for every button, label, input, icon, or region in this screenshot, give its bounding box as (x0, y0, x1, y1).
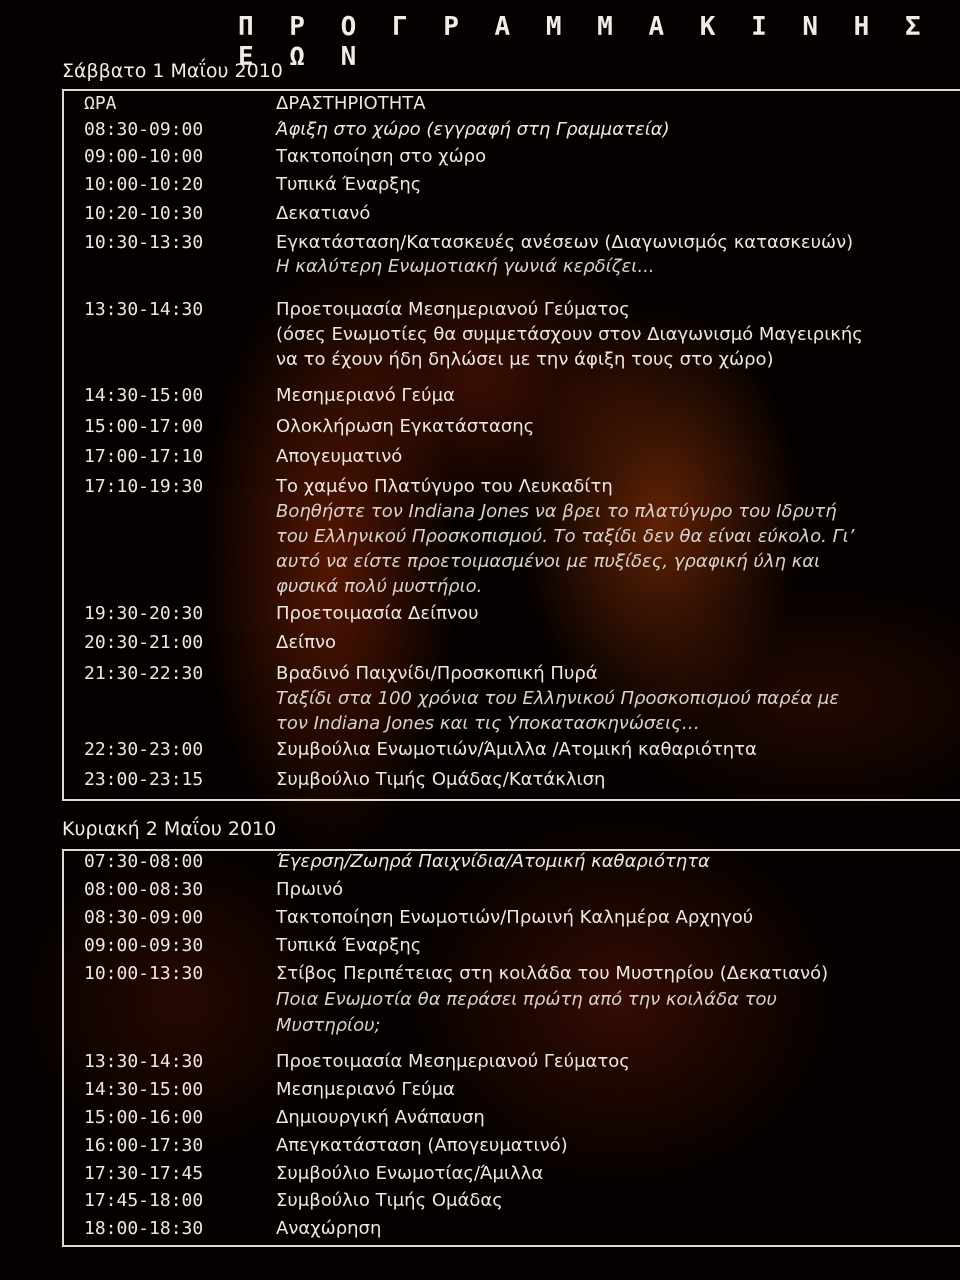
table-row (64, 663, 960, 734)
activity-cell: Δεκατιανό (276, 203, 371, 224)
time-cell: 07:30-08:00 (84, 851, 204, 872)
table-row (64, 879, 960, 905)
header-time: ΩΡΑ (84, 93, 117, 114)
time-cell: 13:30-14:30 (84, 1051, 204, 1072)
saturday-label: Σάββατο 1 Μαΐου 2010 (62, 60, 283, 82)
activity-cell: Προετοιμασία Μεσημεριανού Γεύματος (276, 299, 630, 320)
activity-note: Βοηθήστε τον Indiana Jones να βρει το πλατύγυρο του Ιδρυτή (276, 501, 837, 522)
time-cell: 22:30-23:00 (84, 739, 204, 760)
time-cell: 13:30-14:30 (84, 299, 204, 320)
activity-note: Ταξίδι στα 100 χρόνια του Ελληνικού Προσκοπισμού παρέα με (276, 688, 840, 709)
table-row (64, 1190, 960, 1216)
time-cell: 17:00-17:10 (84, 446, 204, 467)
header-activity: ΔΡΑΣΤΗΡΙΟΤΗΤΑ (276, 93, 426, 114)
table-row (64, 416, 960, 442)
table-row (64, 739, 960, 765)
activity-cell: Βραδινό Παιχνίδι/Προσκοπική Πυρά (276, 663, 598, 684)
sunday-table (62, 849, 960, 1247)
time-cell: 18:00-18:30 (84, 1218, 204, 1239)
time-cell: 15:00-17:00 (84, 416, 204, 437)
table-row (64, 851, 960, 877)
activity-note: Η καλύτερη Ενωμοτιακή γωνιά κερδίζει... (276, 256, 655, 277)
activity-cell: Απεγκατάσταση (Απογευματινό) (276, 1135, 568, 1156)
table-header (64, 93, 960, 119)
activity-cell: Συμβούλιο Τιμής Ομάδας/Κατάκλιση (276, 769, 606, 790)
table-row (64, 203, 960, 229)
activity-cell: Έγερση/Ζωηρά Παιχνίδια/Ατομική καθαριότητα (276, 851, 710, 872)
activity-cell: Προετοιμασία Δείπνου (276, 603, 479, 624)
table-row (64, 1079, 960, 1105)
time-cell: 17:30-17:45 (84, 1163, 204, 1184)
activity-cell: Εγκατάσταση/Κατασκευές ανέσεων (Διαγωνισμός κατασκευών) (276, 232, 854, 253)
activity-cell: Συμβούλιο Τιμής Ομάδας (276, 1190, 503, 1211)
activity-cell: Τακτοποίηση Ενωμοτιών/Πρωινή Καλημέρα Αρχηγού (276, 907, 754, 928)
table-row (64, 769, 960, 795)
activity-cell: Δημιουργική Ανάπαυση (276, 1107, 485, 1128)
activity-note: του Ελληνικού Προσκοπισμού. Το ταξίδι δεν θα είναι εύκολο. Γι’ (276, 526, 855, 547)
table-row (64, 119, 960, 145)
activity-note: φυσικά πολύ μυστήριο. (276, 576, 483, 597)
table-row (64, 446, 960, 472)
activity-cell: Συμβούλιο Ενωμοτίας/Άμιλλα (276, 1163, 544, 1184)
table-row (64, 174, 960, 200)
activity-note: αυτό να είστε προετοιμασμένοι με πυξίδες, γραφική ύλη και (276, 551, 821, 572)
table-row (64, 1135, 960, 1161)
table-row (64, 232, 960, 277)
time-cell: 16:00-17:30 (84, 1135, 204, 1156)
table-row (64, 907, 960, 933)
time-cell: 10:00-13:30 (84, 963, 204, 984)
table-row (64, 935, 960, 961)
table-row (64, 1218, 960, 1244)
activity-cell: Τακτοποίηση στο χώρο (276, 146, 487, 167)
activity-line: (όσες Ενωμοτίες θα συμμετάσχουν στον Διαγωνισμό Μαγειρικής (276, 324, 863, 345)
table-row (64, 632, 960, 658)
activity-cell: Συμβούλια Ενωμοτιών/Άμιλλα /Ατομική καθαριότητα (276, 739, 757, 760)
activity-note: Ποια Ενωμοτία θα περάσει πρώτη από την κοιλάδα του (276, 989, 777, 1010)
time-cell: 10:20-10:30 (84, 203, 204, 224)
time-cell: 21:30-22:30 (84, 663, 204, 684)
table-row (64, 146, 960, 172)
time-cell: 09:00-10:00 (84, 146, 204, 167)
time-cell: 20:30-21:00 (84, 632, 204, 653)
table-row (64, 1163, 960, 1189)
table-row (64, 299, 960, 370)
sunday-label: Κυριακή 2 Μαΐου 2010 (62, 818, 277, 840)
time-cell: 23:00-23:15 (84, 769, 204, 790)
saturday-table (62, 89, 960, 801)
page-title: Π Ρ Ο Γ Ρ Α Μ Μ Α Κ Ι Ν Η Σ Ε Ω Ν (238, 12, 931, 72)
time-cell: 14:30-15:00 (84, 385, 204, 406)
time-cell: 19:30-20:30 (84, 603, 204, 624)
activity-cell: Ολοκλήρωση Εγκατάστασης (276, 416, 535, 437)
activity-line: να το έχουν ήδη δηλώσει με την άφιξη τους στο χώρο) (276, 349, 774, 370)
activity-cell: Μεσημεριανό Γεύμα (276, 385, 455, 406)
activity-cell: Τυπικά Έναρξης (276, 174, 422, 195)
table-row (64, 963, 960, 1036)
table-row (64, 1051, 960, 1077)
time-cell: 08:30-09:00 (84, 119, 204, 140)
activity-cell: Απογευματινό (276, 446, 403, 467)
activity-note: τον Indiana Jones και τις Υποκατασκηνώσεις… (276, 713, 700, 734)
table-row (64, 385, 960, 411)
activity-cell: Αναχώρηση (276, 1218, 382, 1239)
table-row (64, 1107, 960, 1133)
time-cell: 15:00-16:00 (84, 1107, 204, 1128)
activity-cell: Άφιξη στο χώρο (εγγραφή στη Γραμματεία) (276, 119, 670, 140)
activity-cell: Μεσημεριανό Γεύμα (276, 1079, 455, 1100)
time-cell: 08:30-09:00 (84, 907, 204, 928)
activity-cell: Τυπικά Έναρξης (276, 935, 422, 956)
activity-cell: Στίβος Περιπέτειας στη κοιλάδα του Μυστηρίου (Δεκατιανό) (276, 963, 829, 984)
activity-note: Μυστηρίου; (276, 1015, 381, 1036)
activity-cell: Πρωινό (276, 879, 344, 900)
time-cell: 14:30-15:00 (84, 1079, 204, 1100)
table-row (64, 476, 960, 597)
time-cell: 08:00-08:30 (84, 879, 204, 900)
time-cell: 09:00-09:30 (84, 935, 204, 956)
activity-cell: Δείπνο (276, 632, 337, 653)
time-cell: 10:00-10:20 (84, 174, 204, 195)
time-cell: 10:30-13:30 (84, 232, 204, 253)
table-row (64, 603, 960, 629)
time-cell: 17:45-18:00 (84, 1190, 204, 1211)
time-cell: 17:10-19:30 (84, 476, 204, 497)
activity-cell: Το χαμένο Πλατύγυρο του Λευκαδίτη (276, 476, 613, 497)
activity-cell: Προετοιμασία Μεσημεριανού Γεύματος (276, 1051, 630, 1072)
